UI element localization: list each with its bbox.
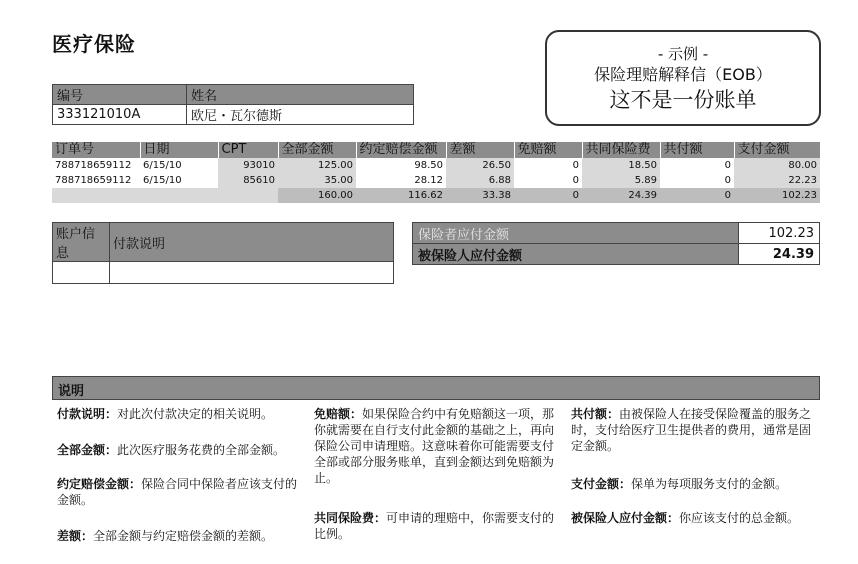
col-deductible: 免赔额 <box>514 142 582 158</box>
cell-copay: 0 <box>724 160 731 171</box>
explanation-item <box>571 510 819 526</box>
cell-paid-amount: 80.00 <box>734 158 820 173</box>
summary-row-insurer <box>413 223 820 244</box>
payment-note-cell <box>110 262 394 284</box>
col-date: 日期 <box>140 142 218 158</box>
cell-cpt: 85610 <box>218 173 278 188</box>
explanation-item <box>571 476 819 492</box>
total-paid-amount: 102.23 <box>734 188 820 203</box>
col-cpt: CPT <box>218 142 278 158</box>
document-title: 医疗保险 <box>52 32 136 56</box>
insurer-due-label: 保险者应付金额 <box>413 223 739 244</box>
member-number-header: 编号 <box>53 85 187 105</box>
total-coinsurance: 24.39 <box>582 188 660 203</box>
total-difference: 33.38 <box>446 188 514 203</box>
insured-due-label: 被保险人应付金额 <box>413 244 739 265</box>
col-order-number: 订单号 <box>52 142 140 158</box>
insurer-due-value: 102.23 <box>739 223 820 244</box>
term-total-amount: 全部金额： <box>57 443 118 457</box>
cell-order-number: 788718659112 <box>55 160 132 171</box>
claims-table <box>52 142 821 203</box>
definition-total-amount: 此次医疗服务花费的全部金额。 <box>117 443 286 457</box>
sample-notice-box <box>545 30 821 126</box>
definition-copay: 由被保险人在接受保险覆盖的服务之时，支付给医疗卫生提供者的费用，通常是固定金额。 <box>571 407 812 453</box>
notice-eob-label: 保险理赔解释信（EOB） <box>594 65 772 84</box>
summary-row-insured <box>413 244 820 265</box>
cell-date: 6/15/10 <box>143 160 182 171</box>
cell-difference: 26.50 <box>446 158 514 173</box>
explanation-item <box>57 442 305 458</box>
col-total-amount: 全部金额 <box>278 142 356 158</box>
cell-deductible: 0 <box>572 175 579 186</box>
payment-summary-table <box>412 222 820 265</box>
explanation-item <box>314 406 562 486</box>
explanation-item <box>57 528 305 544</box>
definition-coinsurance: 可申请的理赔中，你需要支付的比例。 <box>314 511 555 541</box>
explanation-item <box>57 406 305 422</box>
explanation-item <box>571 406 819 454</box>
total-blank <box>218 188 278 203</box>
definition-allowed-amount: 保险合同中保险者应该支付的金额。 <box>57 477 298 507</box>
definition-paid-amount: 保单为每项服务支付的金额。 <box>631 477 788 491</box>
member-name-header: 姓名 <box>187 85 414 105</box>
total-blank <box>140 188 218 203</box>
total-copay: 0 <box>660 188 734 203</box>
account-info-cell <box>53 262 110 284</box>
table-row <box>52 158 820 173</box>
cell-coinsurance: 5.89 <box>582 173 660 188</box>
cell-paid-amount: 22.23 <box>734 173 820 188</box>
col-copay: 共付额 <box>660 142 734 158</box>
cell-difference: 6.88 <box>446 173 514 188</box>
col-paid-amount: 支付金额 <box>734 142 820 158</box>
cell-allowed-amount: 98.50 <box>414 160 443 171</box>
account-info-header: 账户信息 <box>53 223 110 262</box>
col-allowed-amount: 约定赔偿金额 <box>356 142 446 158</box>
total-allowed-amount: 116.62 <box>356 188 446 203</box>
total-deductible: 0 <box>514 188 582 203</box>
cell-cpt: 93010 <box>218 158 278 173</box>
account-info-table <box>52 222 394 284</box>
cell-allowed-amount: 28.12 <box>414 175 443 186</box>
term-coinsurance: 共同保险费： <box>314 511 387 525</box>
term-deductible: 免赔额： <box>314 407 363 421</box>
member-name: 欧尼・瓦尔德斯 <box>187 105 414 125</box>
term-insured-due: 被保险人应付金额： <box>571 511 680 525</box>
cell-order-number: 788718659112 <box>55 175 132 186</box>
member-id-table <box>52 84 414 125</box>
explanation-header: 说明 <box>52 376 820 400</box>
insured-due-value: 24.39 <box>739 244 820 265</box>
cell-total-amount: 35.00 <box>278 173 356 188</box>
total-amount: 160.00 <box>278 188 356 203</box>
definition-difference: 全部金额与约定赔偿金额的差额。 <box>93 529 274 543</box>
explanation-item <box>57 476 305 508</box>
explanation-item <box>314 510 562 542</box>
cell-date: 6/15/10 <box>143 175 182 186</box>
col-difference: 差额 <box>446 142 514 158</box>
payment-note-header: 付款说明 <box>110 223 394 262</box>
term-payment-note: 付款说明： <box>57 407 118 421</box>
totals-row <box>52 188 820 203</box>
term-allowed-amount: 约定赔偿金额： <box>57 477 142 491</box>
notice-not-a-bill: 这不是一份账单 <box>609 88 757 112</box>
cell-total-amount: 125.00 <box>278 158 356 173</box>
definition-payment-note: 对此次付款决定的相关说明。 <box>117 407 274 421</box>
cell-coinsurance: 18.50 <box>582 158 660 173</box>
cell-copay: 0 <box>724 175 731 186</box>
cell-deductible: 0 <box>572 160 579 171</box>
table-row <box>52 173 820 188</box>
definition-insured-due: 你应该支付的总金额。 <box>679 511 800 525</box>
term-copay: 共付额： <box>571 407 620 421</box>
term-difference: 差额： <box>57 529 94 543</box>
notice-sample-label: - 示例 - <box>657 45 709 63</box>
total-blank <box>52 188 140 203</box>
definition-deductible: 如果保险合约中有免赔额这一项，那你就需要在自行支付此金额的基础之上，再向保险公司申请理赔。这意味着你可能需要支付全部或部分服务账单，直到金额达到免赔额为止。 <box>314 407 555 485</box>
col-coinsurance: 共同保险费 <box>582 142 660 158</box>
term-paid-amount: 支付金额： <box>571 477 632 491</box>
claims-header-row <box>52 142 820 158</box>
member-number: 333121010A <box>53 105 187 125</box>
